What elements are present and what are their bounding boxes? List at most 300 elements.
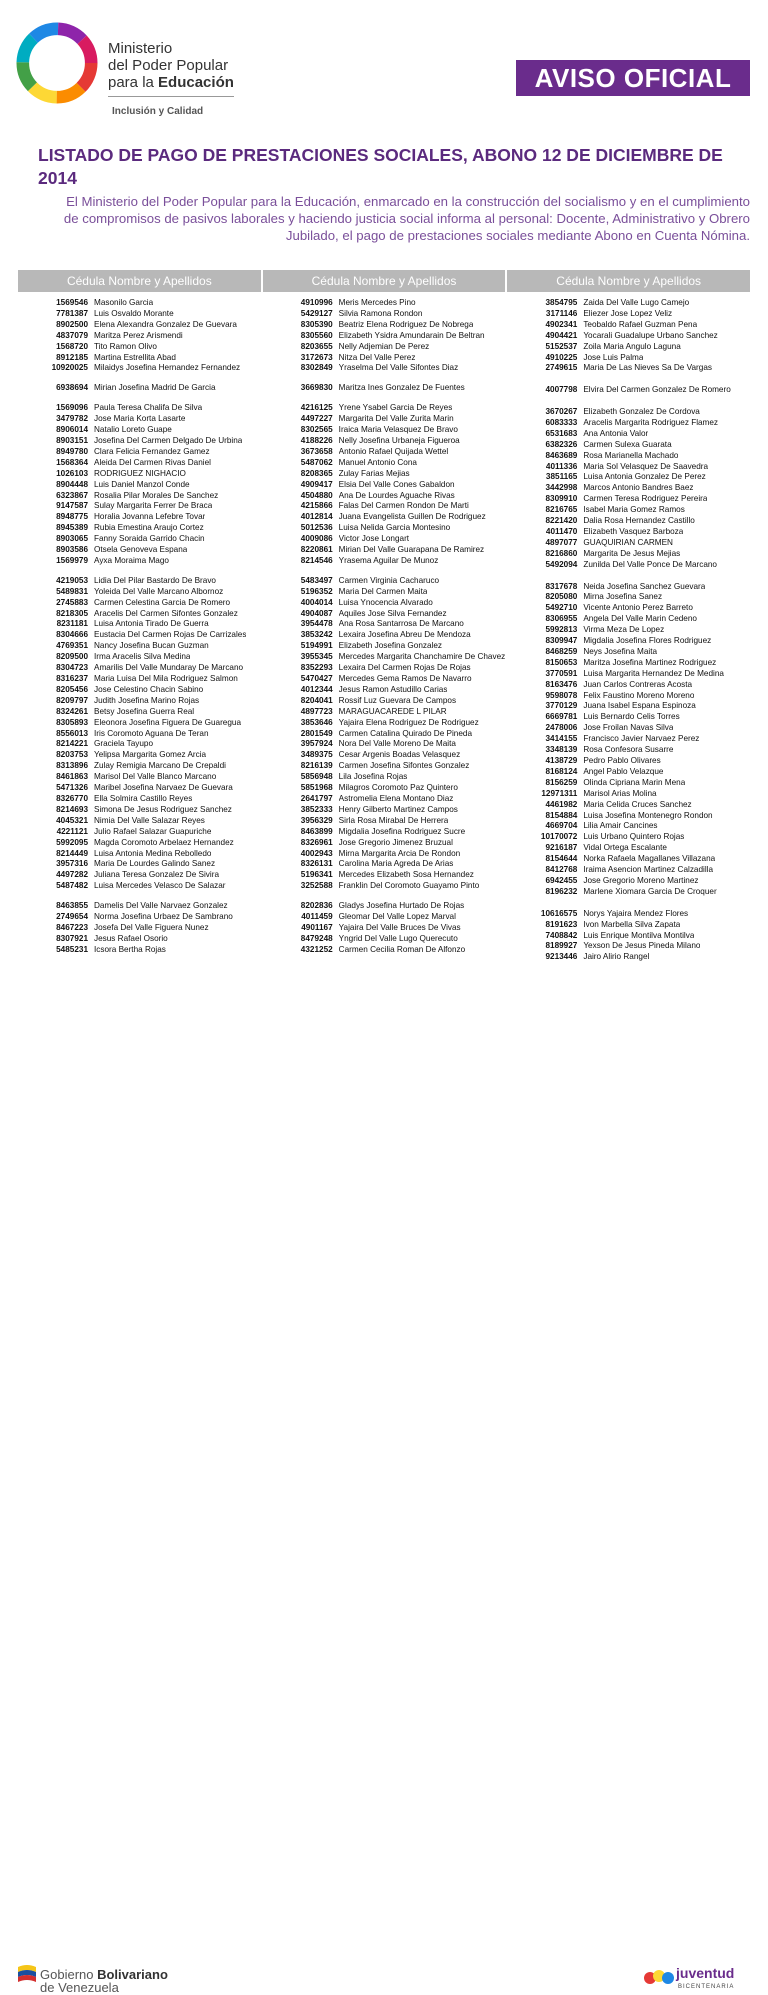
- nombre-apellidos: Yelipsa Margarita Gomez Arcia: [94, 750, 207, 760]
- nombre-apellidos: Juana Evangelista Guillen De Rodriguez: [338, 512, 486, 522]
- nombre-apellidos: Irma Aracelis Silva Medina: [94, 652, 191, 662]
- cedula: 2749654: [56, 912, 88, 922]
- list-item: [507, 472, 750, 483]
- cedula: 3853242: [300, 630, 333, 640]
- list-item: [263, 794, 506, 805]
- list-item: [263, 576, 506, 587]
- nombre-apellidos: Icsora Bertha Rojas: [94, 944, 166, 954]
- list-gap: [263, 892, 506, 901]
- nombre-apellidos: Francisco Javier Narvaez Perez: [583, 734, 700, 744]
- cedula: 8903065: [56, 534, 88, 544]
- cedula: 8196232: [545, 886, 578, 896]
- cedula: 8154884: [545, 810, 578, 820]
- list-item: [18, 870, 261, 881]
- list-item: [507, 647, 750, 658]
- nombre-apellidos: Luisa Antonia Medina Rebolledo: [94, 848, 212, 858]
- cedula: 1026103: [56, 468, 88, 478]
- list-item: [18, 298, 261, 309]
- nombre-apellidos: Luis Daniel Manzol Conde: [94, 479, 190, 489]
- nombre-apellidos: Elvira Del Carmen Gonzalez De Romero: [583, 385, 731, 395]
- cedula: 2749615: [545, 363, 578, 373]
- cedula: 5492710: [545, 603, 578, 613]
- nombre-apellidos: Migdalia Josefina Flores Rodriguez: [583, 636, 712, 646]
- nombre-apellidos: Aquiles Jose Silva Fernandez: [338, 608, 447, 618]
- nombre-apellidos: Yrene Ysabel Garcia De Reyes: [338, 403, 453, 413]
- cedula: 8154644: [545, 854, 578, 864]
- list-item: [507, 418, 750, 429]
- nombre-apellidos: Maribel Josefina Narvaez De Guevara: [94, 783, 233, 793]
- cedula: 8304666: [56, 630, 88, 640]
- nombre-apellidos: Virma Meza De Lopez: [583, 625, 665, 635]
- cedula: 5483497: [300, 575, 333, 585]
- cedula: 5856948: [300, 772, 333, 782]
- cedula: 4012344: [300, 684, 333, 694]
- cedula: 8214693: [56, 804, 88, 814]
- nombre-apellidos: Carmen Virginia Cacharuco: [338, 575, 440, 585]
- nombre-apellidos: Rosa Confesora Susarre: [583, 745, 674, 755]
- list-item: [18, 458, 261, 469]
- cedula: 8903586: [56, 545, 88, 555]
- nombre-apellidos: Sirla Rosa Mirabal De Herrera: [338, 815, 449, 825]
- cedula: 1569979: [56, 555, 88, 565]
- cedula: 4901167: [301, 922, 333, 932]
- list-item: [263, 870, 506, 881]
- cedula: 8326131: [300, 859, 333, 869]
- nombre-apellidos: Yraselma Del Valle Sifontes Diaz: [338, 363, 459, 373]
- cedula: 6382326: [545, 439, 578, 449]
- nombre-apellidos: Angel Pablo Velazque: [583, 766, 664, 776]
- cedula: 6531683: [545, 428, 578, 438]
- nombre-apellidos: Sulay Margarita Ferrer De Braca: [94, 501, 213, 511]
- list-item: [18, 663, 261, 674]
- cedula: 8906014: [56, 425, 88, 435]
- cedula: 4011336: [545, 461, 578, 471]
- list-item: [18, 901, 261, 912]
- list-item: [507, 669, 750, 680]
- nombre-apellidos: Iris Coromoto Aguana De Teran: [94, 728, 209, 738]
- cedula: 9216187: [545, 843, 578, 853]
- cedula: 8208365: [300, 468, 333, 478]
- list-item: [263, 923, 506, 934]
- list-item: [507, 451, 750, 462]
- nombre-apellidos: Luis Bernardo Celis Torres: [583, 712, 680, 722]
- cedula: 8216860: [545, 548, 578, 558]
- nombre-apellidos: Luis Osvaldo Morante: [94, 308, 174, 318]
- cedula: 8949780: [56, 446, 88, 456]
- list-item: [507, 385, 750, 407]
- nombre-apellidos: Judith Josefina Marino Rojas: [94, 695, 200, 705]
- list-item: [18, 320, 261, 331]
- nombre-apellidos: Beatriz Elena Rodriguez De Nobrega: [338, 319, 474, 329]
- list-item: [263, 556, 506, 567]
- nombre-apellidos: Mirian Josefina Madrid De Garcia: [94, 383, 216, 393]
- cedula: 8307921: [56, 933, 88, 943]
- cedula: 2641797: [300, 793, 333, 803]
- cedula: 8216139: [300, 761, 333, 771]
- nombre-apellidos: Lila Josefina Rojas: [338, 772, 408, 782]
- nombre-apellidos: Rubia Emestina Araujo Cortez: [94, 523, 204, 533]
- nombre-apellidos: Lilia Amair Cancines: [583, 821, 658, 831]
- list-item: [263, 827, 506, 838]
- cedula: 8214449: [56, 848, 88, 858]
- nombre-apellidos: Zaida Del Valle Lugo Camejo: [583, 298, 690, 307]
- list-item: [263, 652, 506, 663]
- list-gap: [18, 374, 261, 383]
- list-item: [507, 876, 750, 887]
- nombre-apellidos: Clara Felicia Fernandez Gamez: [94, 446, 210, 456]
- cedula: 3442998: [545, 483, 578, 493]
- nombre-apellidos: Nelly Josefina Urbaneja Figueroa: [338, 435, 460, 445]
- cedula: 8221420: [545, 516, 578, 526]
- cedula: 8163476: [545, 679, 578, 689]
- list-item: [18, 512, 261, 523]
- nombre-apellidos: Jose Luis Palma: [583, 352, 644, 362]
- nombre-apellidos: Ana De Lourdes Aguache Rivas: [338, 490, 455, 500]
- nombre-apellidos: Mercedes Margarita Chanchamire De Chavez: [338, 652, 506, 662]
- cedula: 1568364: [56, 457, 88, 467]
- nombre-apellidos: Mirian Del Valle Guarapana De Ramirez: [338, 545, 485, 555]
- payment-list: [18, 270, 750, 963]
- list-item: [18, 403, 261, 414]
- cedula: 4007798: [545, 385, 578, 395]
- cedula: 8150653: [545, 657, 578, 667]
- nombre-apellidos: Elsia Del Valle Cones Gabaldon: [338, 479, 455, 489]
- list-item: [507, 603, 750, 614]
- cedula: 4897077: [545, 537, 578, 547]
- list-item: [263, 816, 506, 827]
- cedula: 8313896: [56, 761, 88, 771]
- list-item: [507, 821, 750, 832]
- list-item: [263, 718, 506, 729]
- nombre-apellidos: Luisa Nelida Garcia Montesino: [338, 523, 451, 533]
- list-item: [18, 491, 261, 502]
- ministry-divider: [108, 96, 234, 97]
- cedula: 8214221: [56, 739, 88, 749]
- nombre-apellidos: Carmen Celestina Garcia De Romero: [94, 597, 231, 607]
- cedula: 8463689: [545, 450, 578, 460]
- nombre-apellidos: Lexaira Josefina Abreu De Mendoza: [338, 630, 471, 640]
- list-item: [18, 331, 261, 342]
- list-item: [18, 912, 261, 923]
- nombre-apellidos: Carmen Josefina Sifontes Gonzalez: [338, 761, 470, 771]
- nombre-apellidos: Antonio Rafael Quijada Wettel: [338, 446, 449, 456]
- list-item: [507, 560, 750, 582]
- list-item: [263, 739, 506, 750]
- nombre-apellidos: Victor Jose Longart: [338, 534, 410, 544]
- nombre-apellidos: Lidia Del Pilar Bastardo De Bravo: [94, 575, 216, 585]
- ministry-logo-icon: [12, 18, 102, 108]
- nombre-apellidos: Josefina Del Carmen Delgado De Urbina: [94, 435, 243, 445]
- nombre-apellidos: Betsy Josefina Guerra Real: [94, 706, 195, 716]
- cedula: 8309947: [545, 636, 578, 646]
- list-item: [18, 353, 261, 364]
- list-item: [18, 739, 261, 750]
- list-gap: [18, 892, 261, 901]
- nombre-apellidos: Franklin Del Coromoto Guayamo Pinto: [338, 881, 480, 891]
- nombre-apellidos: Juliana Teresa Gonzalez De Sivira: [94, 870, 219, 880]
- gobierno-bolivariano-logo: Gobierno Bolivariano de Venezuela: [40, 1967, 168, 1995]
- nombre-apellidos: Ana Rosa Santarrosa De Marcano: [338, 619, 464, 629]
- list-item: [263, 353, 506, 364]
- cedula: 9147587: [56, 501, 88, 511]
- cedula: 8216765: [545, 505, 578, 515]
- cedula: 4011459: [301, 912, 333, 922]
- list-item: [18, 534, 261, 545]
- cedula: 6938694: [56, 383, 88, 393]
- nombre-apellidos: Nitza Del Valle Perez: [338, 352, 416, 362]
- cedula: 2745883: [56, 597, 88, 607]
- nombre-apellidos: Maria Celida Cruces Sanchez: [583, 799, 692, 809]
- bicentenaria-text: BICENTENARIA: [678, 1984, 735, 1990]
- ministry-name: [108, 40, 234, 120]
- nombre-apellidos: Astromelia Elena Montano Diaz: [338, 793, 454, 803]
- cedula: 4497282: [56, 870, 88, 880]
- column-header: Cédula Nombre y Apellidos: [263, 270, 506, 292]
- nombre-apellidos: Nancy Josefina Bucan Guzman: [94, 641, 209, 651]
- nombre-apellidos: Jose Celestino Chacin Sabino: [94, 684, 204, 694]
- cedula: 8168124: [545, 766, 578, 776]
- cedula: 4909417: [300, 479, 333, 489]
- list-item: [18, 576, 261, 587]
- nombre-apellidos: Vidal Ortega Escalante: [583, 843, 667, 853]
- list-gap: [263, 394, 506, 403]
- cedula: 8912185: [56, 352, 88, 362]
- list-item: [263, 641, 506, 652]
- cedula: 8324261: [56, 706, 88, 716]
- aviso-oficial-banner: AVISO OFICIAL: [516, 60, 750, 96]
- cedula: 8202836: [300, 901, 333, 911]
- cedula: 8556013: [56, 728, 88, 738]
- cedula: 3770129: [545, 701, 578, 711]
- nombre-apellidos: Ella Solmira Castillo Reyes: [94, 793, 193, 803]
- list-item: [507, 734, 750, 745]
- nombre-apellidos: Maria De Las Nieves Sa De Vargas: [583, 363, 712, 373]
- nombre-apellidos: Yocarali Guadalupe Urbano Sanchez: [583, 330, 718, 340]
- cedula: 2478006: [545, 723, 578, 733]
- nombre-apellidos: Dalia Rosa Hernandez Castillo: [583, 516, 695, 526]
- nombre-apellidos: Ana Antonia Valor: [583, 428, 649, 438]
- list-item: [263, 512, 506, 523]
- list-item: [263, 342, 506, 353]
- cedula: 5471326: [56, 783, 88, 793]
- list-item: [18, 783, 261, 794]
- cedula: 3673658: [300, 446, 333, 456]
- cedula: 5012536: [300, 523, 333, 533]
- list-item: [507, 320, 750, 331]
- list-item: [507, 298, 750, 309]
- list-item: [18, 652, 261, 663]
- list-item: [263, 750, 506, 761]
- cedula: 5470427: [300, 674, 333, 683]
- nombre-apellidos: Yngrid Del Valle Lugo Querecuto: [338, 933, 458, 943]
- list-item: [507, 483, 750, 494]
- list-item: [18, 816, 261, 827]
- nombre-apellidos: Carmen Catalina Quirado De Pineda: [338, 728, 473, 738]
- nombre-apellidos: Yajaira Elena Rodriguez De Rodriguez: [338, 717, 479, 727]
- cedula: 1568720: [56, 341, 88, 351]
- nombre-apellidos: Natalio Loreto Guape: [94, 425, 172, 435]
- list-item: [507, 843, 750, 854]
- nombre-apellidos: Iraima Asencion Martinez Calzadilla: [583, 865, 714, 875]
- cedula: 4219053: [56, 575, 88, 585]
- cedula: 8463855: [56, 901, 88, 911]
- nombre-apellidos: Ayxa Moraima Mago: [94, 555, 169, 565]
- cedula: 8304723: [56, 663, 88, 673]
- nombre-apellidos: Jairo Alirio Rangel: [583, 952, 650, 962]
- nombre-apellidos: RODRIGUEZ NIGHACIO: [94, 468, 186, 478]
- cedula: 8189927: [545, 941, 578, 951]
- nombre-apellidos: Maria Sol Velasquez De Saavedra: [583, 461, 709, 471]
- nombre-apellidos: Fanny Soraida Garrido Chacin: [94, 534, 205, 544]
- list-item: [263, 663, 506, 674]
- juventud-bicentenaria-logo: [642, 1962, 754, 1992]
- list-item: [18, 501, 261, 512]
- nombre-apellidos: Zoila Maria Angulo Laguna: [583, 341, 681, 351]
- nombre-apellidos: Mirna Margarita Arcia De Rondon: [338, 848, 461, 858]
- list-column-2: [263, 270, 506, 963]
- cedula: 10170072: [540, 832, 578, 842]
- cedula: 8302849: [300, 363, 333, 373]
- list-item: [263, 630, 506, 641]
- list-item: [507, 789, 750, 800]
- list-item: [263, 912, 506, 923]
- nombre-apellidos: Rosa Marianella Machado: [583, 450, 679, 460]
- nombre-apellidos: Elena Alexandra Gonzalez De Guevara: [94, 319, 237, 329]
- nombre-apellidos: Jose Froilan Navas Silva: [583, 723, 674, 733]
- cedula: 8214546: [300, 555, 333, 565]
- nombre-apellidos: Marisol Del Valle Blanco Marcano: [94, 772, 217, 782]
- nombre-apellidos: Jesus Rafael Osorio: [94, 933, 168, 943]
- cedula: 8468259: [545, 646, 578, 656]
- cedula: 4669704: [545, 821, 578, 831]
- list-item: [18, 794, 261, 805]
- cedula: 3171146: [545, 308, 578, 318]
- nombre-apellidos: GUAQUIRIAN CARMEN: [583, 537, 673, 547]
- list-item: [263, 436, 506, 447]
- list-gap: [18, 567, 261, 576]
- list-item: [507, 680, 750, 691]
- list-item: [18, 838, 261, 849]
- nombre-apellidos: Maria Luisa Del Mila Rodriguez Salmon: [94, 674, 238, 683]
- list-item: [263, 685, 506, 696]
- list-gap: [263, 567, 506, 576]
- cedula: 1569546: [56, 298, 88, 307]
- list-item: [263, 414, 506, 425]
- nombre-apellidos: Carmen Teresa Rodriguez Pereira: [583, 494, 708, 504]
- nombre-apellidos: Jose Maria Korta Lasarte: [94, 414, 186, 424]
- nombre-apellidos: Yrasema Aguilar De Munoz: [338, 555, 439, 565]
- list-item: [18, 707, 261, 718]
- list-item: [507, 800, 750, 811]
- list-item: [263, 383, 506, 394]
- nombre-apellidos: Damelis Del Valle Narvaez Gonzalez: [94, 901, 228, 911]
- cedula: 8352293: [300, 663, 333, 673]
- nombre-apellidos: Maritza Perez Arismendi: [94, 330, 183, 340]
- nombre-apellidos: Manuel Antonio Cona: [338, 457, 417, 467]
- list-item: [18, 761, 261, 772]
- cedula: 3669830: [300, 383, 333, 393]
- list-item: [18, 619, 261, 630]
- nombre-apellidos: Neys Josefina Maita: [583, 646, 658, 656]
- list-item: [507, 614, 750, 625]
- list-item: [263, 480, 506, 491]
- nombre-apellidos: Norma Josefina Urbaez De Sambrano: [94, 912, 233, 922]
- list-item: [263, 805, 506, 816]
- list-column-3: [507, 270, 750, 963]
- list-item: [263, 609, 506, 620]
- nombre-apellidos: Horalia Jovanna Lefebre Tovar: [94, 512, 206, 522]
- list-item: [263, 772, 506, 783]
- list-item: [18, 523, 261, 534]
- list-item: [18, 881, 261, 892]
- column-header: Cédula Nombre y Apellidos: [507, 270, 750, 292]
- cedula: 8467223: [56, 922, 88, 932]
- list-item: [507, 505, 750, 516]
- cedula: 5992095: [56, 837, 88, 847]
- list-item: [263, 403, 506, 414]
- cedula: 7408842: [545, 930, 578, 940]
- list-item: [263, 838, 506, 849]
- cedula: 8231181: [56, 619, 88, 629]
- cedula: 3172673: [300, 352, 333, 362]
- cedula: 7781387: [56, 308, 88, 318]
- list-item: [18, 587, 261, 598]
- cedula: 5851968: [300, 783, 333, 793]
- nombre-apellidos: Neida Josefina Sanchez Guevara: [583, 581, 706, 591]
- column-header: Cédula Nombre y Apellidos: [18, 270, 261, 292]
- list-item: [263, 696, 506, 707]
- list-item: [18, 859, 261, 870]
- nombre-apellidos: Jose Gregorio Jimenez Bruzual: [338, 837, 453, 847]
- juventud-text: juventud: [676, 1965, 735, 1981]
- list-item: [263, 881, 506, 892]
- list-item: [507, 658, 750, 669]
- list-item: [18, 383, 261, 394]
- list-item: [263, 309, 506, 320]
- nombre-apellidos: Eustacia Del Carmen Rojas De Carrizales: [94, 630, 247, 640]
- cedula: 4009086: [300, 534, 333, 544]
- list-item: [263, 934, 506, 945]
- list-item: [18, 923, 261, 934]
- list-item: [507, 723, 750, 734]
- cedula: 4904087: [300, 608, 333, 618]
- list-item: [18, 718, 261, 729]
- cedula: 3489375: [300, 750, 333, 760]
- nombre-apellidos: Margarita De Jesus Mejias: [583, 548, 681, 558]
- cedula: 5194991: [300, 641, 333, 651]
- cedula: 4216125: [300, 403, 333, 413]
- cedula: 4769351: [56, 641, 88, 651]
- nombre-apellidos: Eliezer Jose Lopez Veliz: [583, 308, 673, 318]
- nombre-apellidos: Lexaira Del Carmen Rojas De Rojas: [338, 663, 471, 673]
- list-item: [263, 491, 506, 502]
- cedula: 8205456: [56, 684, 88, 694]
- list-item: [18, 609, 261, 620]
- cedula: 3853646: [300, 717, 333, 727]
- cedula: 4461982: [545, 799, 578, 809]
- nombre-apellidos: Elizabeth Josefina Gonzalez: [338, 641, 442, 651]
- list-item: [507, 691, 750, 702]
- cedula: 3252588: [300, 881, 333, 891]
- cedula: 5487062: [300, 457, 333, 467]
- cedula: 8218305: [56, 608, 88, 618]
- cedula: 8317678: [545, 581, 578, 591]
- list-item: [263, 523, 506, 534]
- list-item: [507, 516, 750, 527]
- nombre-apellidos: Pedro Pablo Olivares: [583, 756, 661, 766]
- cedula: 8309910: [545, 494, 578, 504]
- nombre-apellidos: Luisa Antonia Gonzalez De Perez: [583, 472, 706, 482]
